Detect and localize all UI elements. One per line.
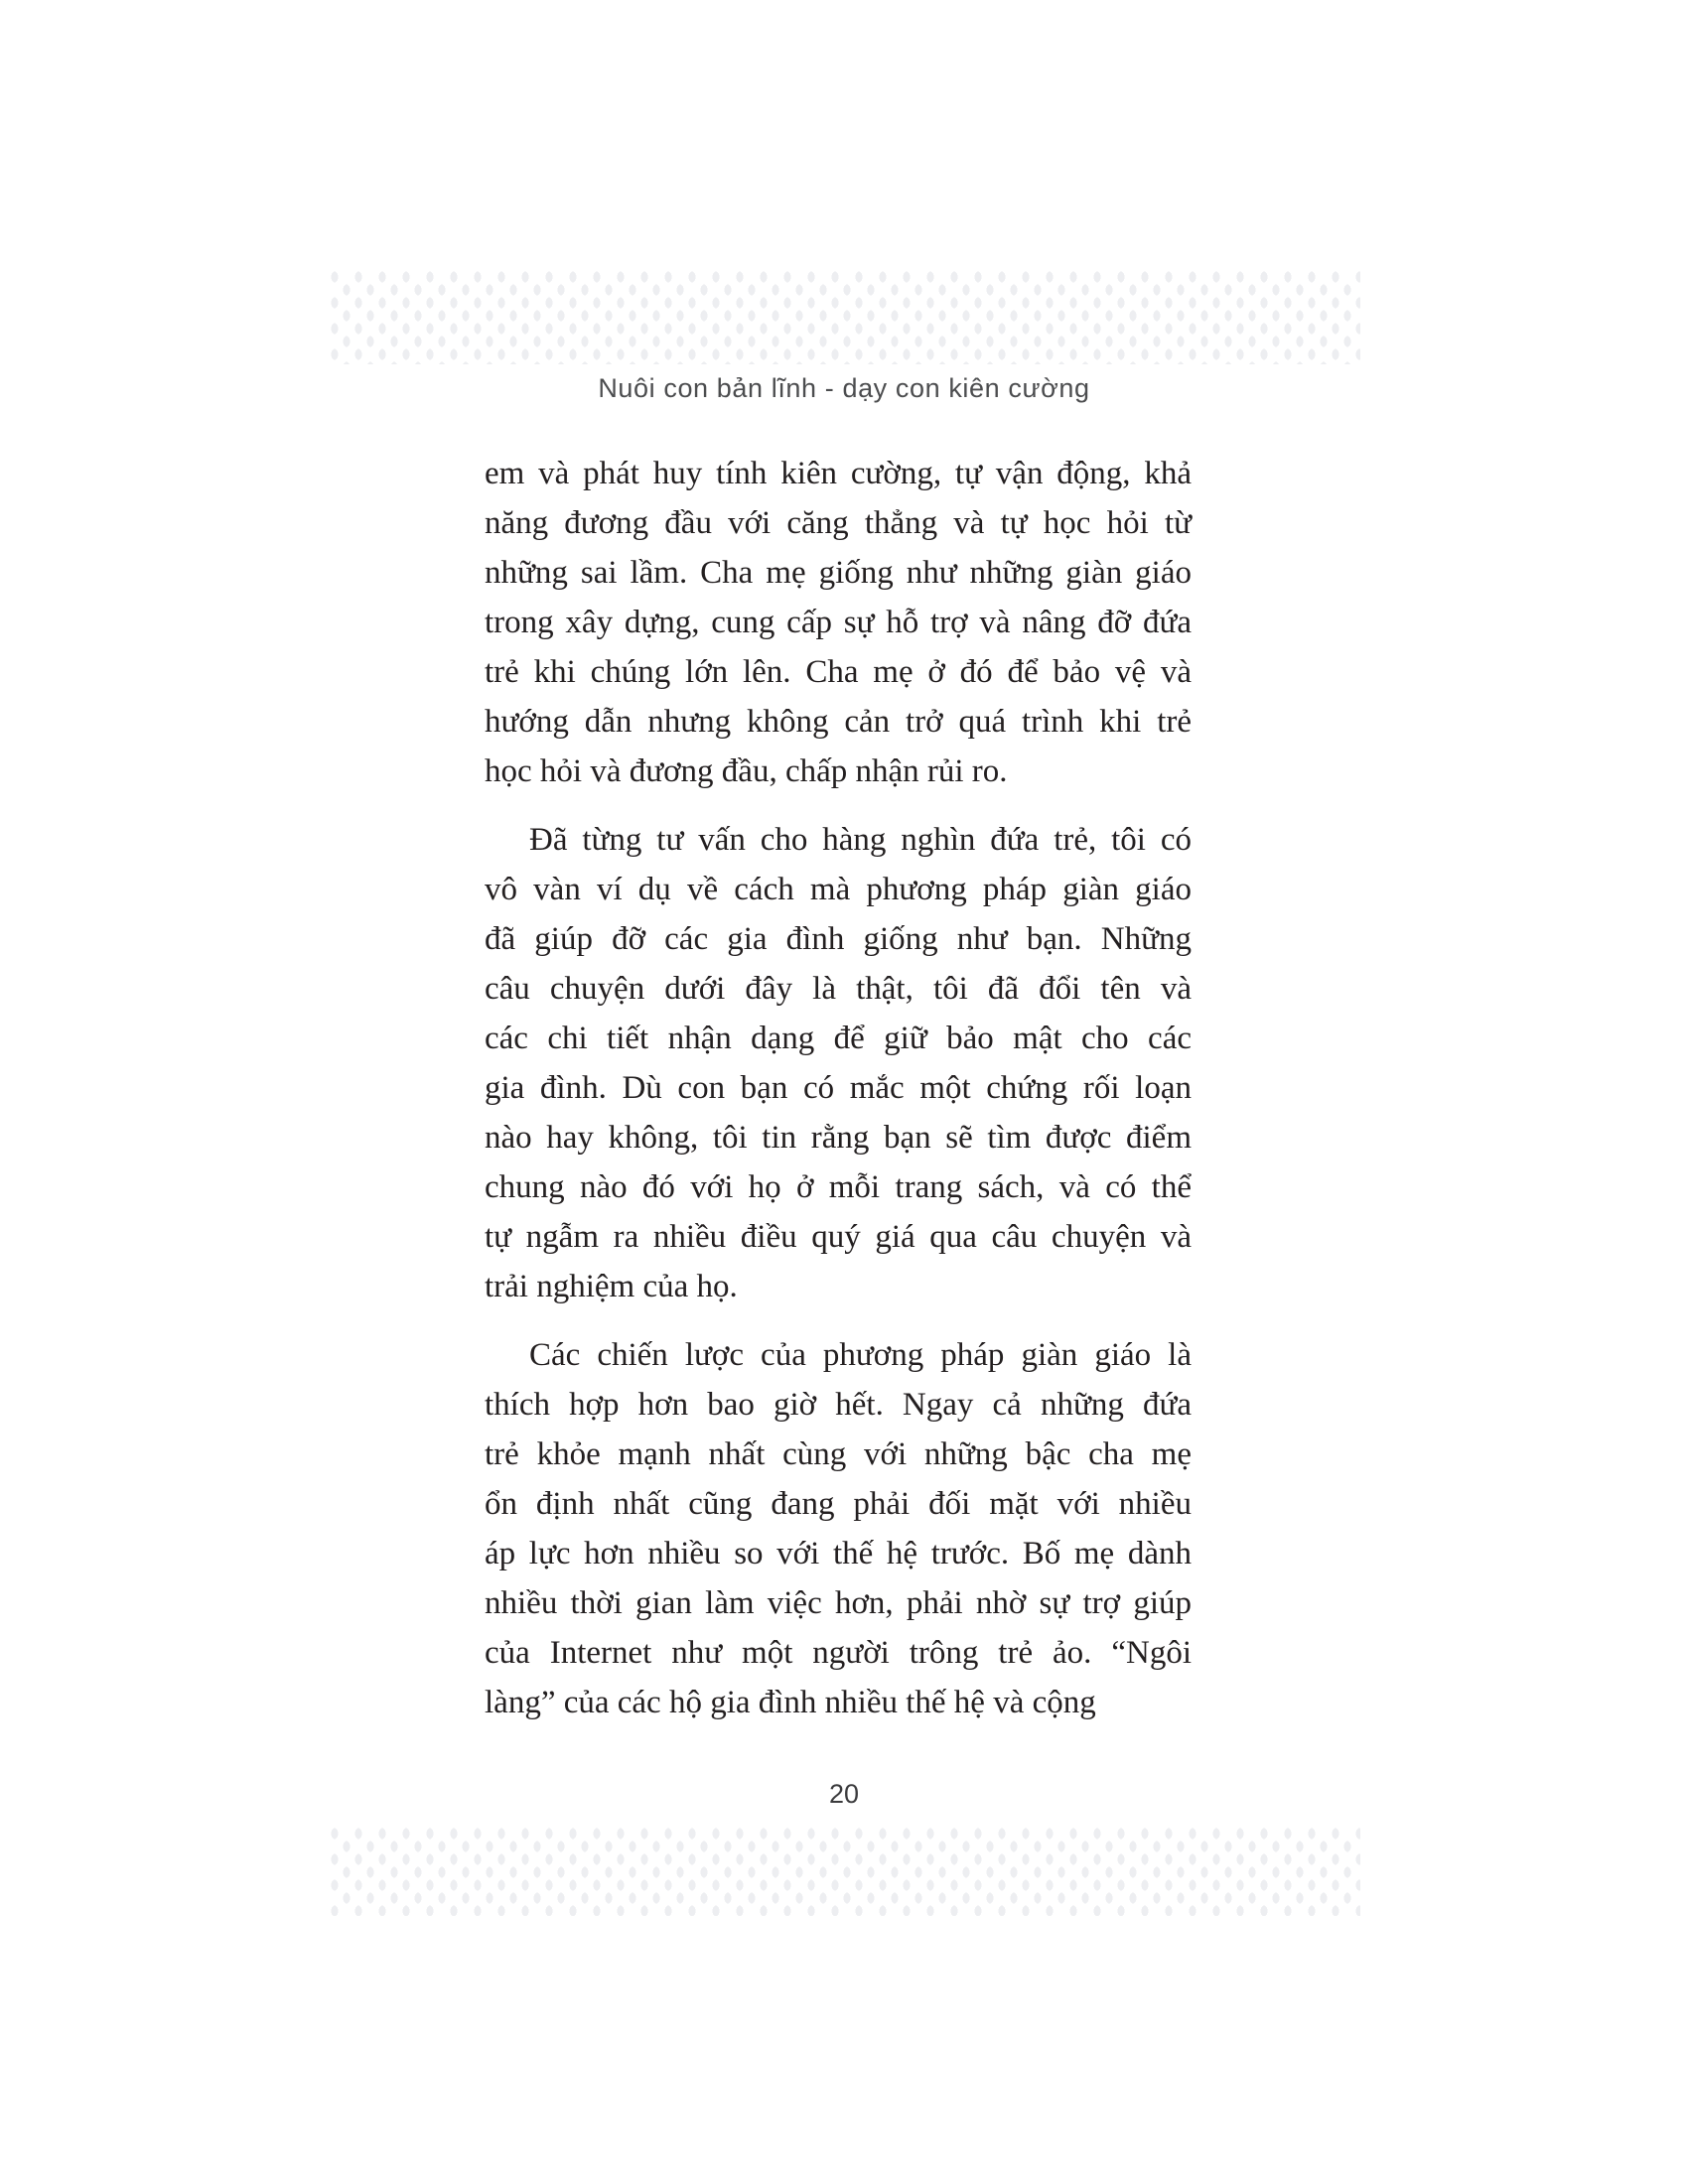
paragraph bbox=[485, 449, 1192, 796]
decorative-dot-pattern-top bbox=[328, 270, 1360, 364]
text-line: làng” của các hộ gia đình nhiều thế hệ và cộng bbox=[485, 1685, 1096, 1720]
text-line: câu chuyện dưới đây là thật, tôi đã đổi tên và bbox=[485, 971, 1192, 1007]
paragraph bbox=[485, 1330, 1192, 1727]
running-header: Nuôi con bản lĩnh - dạy con kiên cường bbox=[598, 373, 1090, 403]
text-line: tự ngẫm ra nhiều điều quý giá qua câu chuyện và bbox=[485, 1219, 1192, 1255]
text-line: trải nghiệm của họ. bbox=[485, 1269, 738, 1304]
text-line: ổn định nhất cũng đang phải đối mặt với nhiều bbox=[485, 1486, 1192, 1522]
text-line: thích hợp hơn bao giờ hết. Ngay cả những đứa bbox=[485, 1387, 1192, 1423]
text-line: những sai lầm. Cha mẹ giống như những giàn giáo bbox=[485, 555, 1192, 591]
text-line: các chi tiết nhận dạng để giữ bảo mật cho các bbox=[485, 1021, 1192, 1056]
body-text bbox=[485, 449, 1192, 1727]
decorative-dot-pattern-bottom bbox=[328, 1827, 1360, 1916]
text-line: gia đình. Dù con bạn có mắc một chứng rối loạn bbox=[485, 1070, 1192, 1106]
text-line: đã giúp đỡ các gia đình giống như bạn. Những bbox=[485, 921, 1192, 957]
text-line: vô vàn ví dụ về cách mà phương pháp giàn giáo bbox=[485, 872, 1192, 907]
text-line: áp lực hơn nhiều so với thế hệ trước. Bố mẹ dành bbox=[485, 1536, 1192, 1571]
text-line: Đã từng tư vấn cho hàng nghìn đứa trẻ, tôi có bbox=[529, 822, 1192, 858]
text-line: hướng dẫn nhưng không cản trở quá trình khi trẻ bbox=[485, 704, 1192, 740]
text-line: trong xây dựng, cung cấp sự hỗ trợ và nâng đỡ đứa bbox=[485, 605, 1192, 640]
text-line: nào hay không, tôi tin rằng bạn sẽ tìm được điểm bbox=[485, 1120, 1192, 1156]
text-line: chung nào đó với họ ở mỗi trang sách, và có thể bbox=[485, 1169, 1192, 1205]
text-line: của Internet như một người trông trẻ ảo. “Ngôi bbox=[485, 1635, 1192, 1671]
text-line: trẻ khi chúng lớn lên. Cha mẹ ở đó để bảo vệ và bbox=[485, 654, 1192, 690]
text-line: học hỏi và đương đầu, chấp nhận rủi ro. bbox=[485, 753, 1008, 789]
text-line: năng đương đầu với căng thẳng và tự học hỏi từ bbox=[485, 505, 1192, 541]
text-line: nhiều thời gian làm việc hơn, phải nhờ sự trợ giúp bbox=[485, 1585, 1192, 1621]
text-line: Các chiến lược của phương pháp giàn giáo là bbox=[529, 1337, 1192, 1373]
text-line: em và phát huy tính kiên cường, tự vận động, khả bbox=[485, 456, 1192, 491]
paragraph bbox=[485, 815, 1192, 1311]
page-number: 20 bbox=[828, 1779, 860, 1809]
text-line: trẻ khỏe mạnh nhất cùng với những bậc cha mẹ bbox=[485, 1436, 1192, 1472]
